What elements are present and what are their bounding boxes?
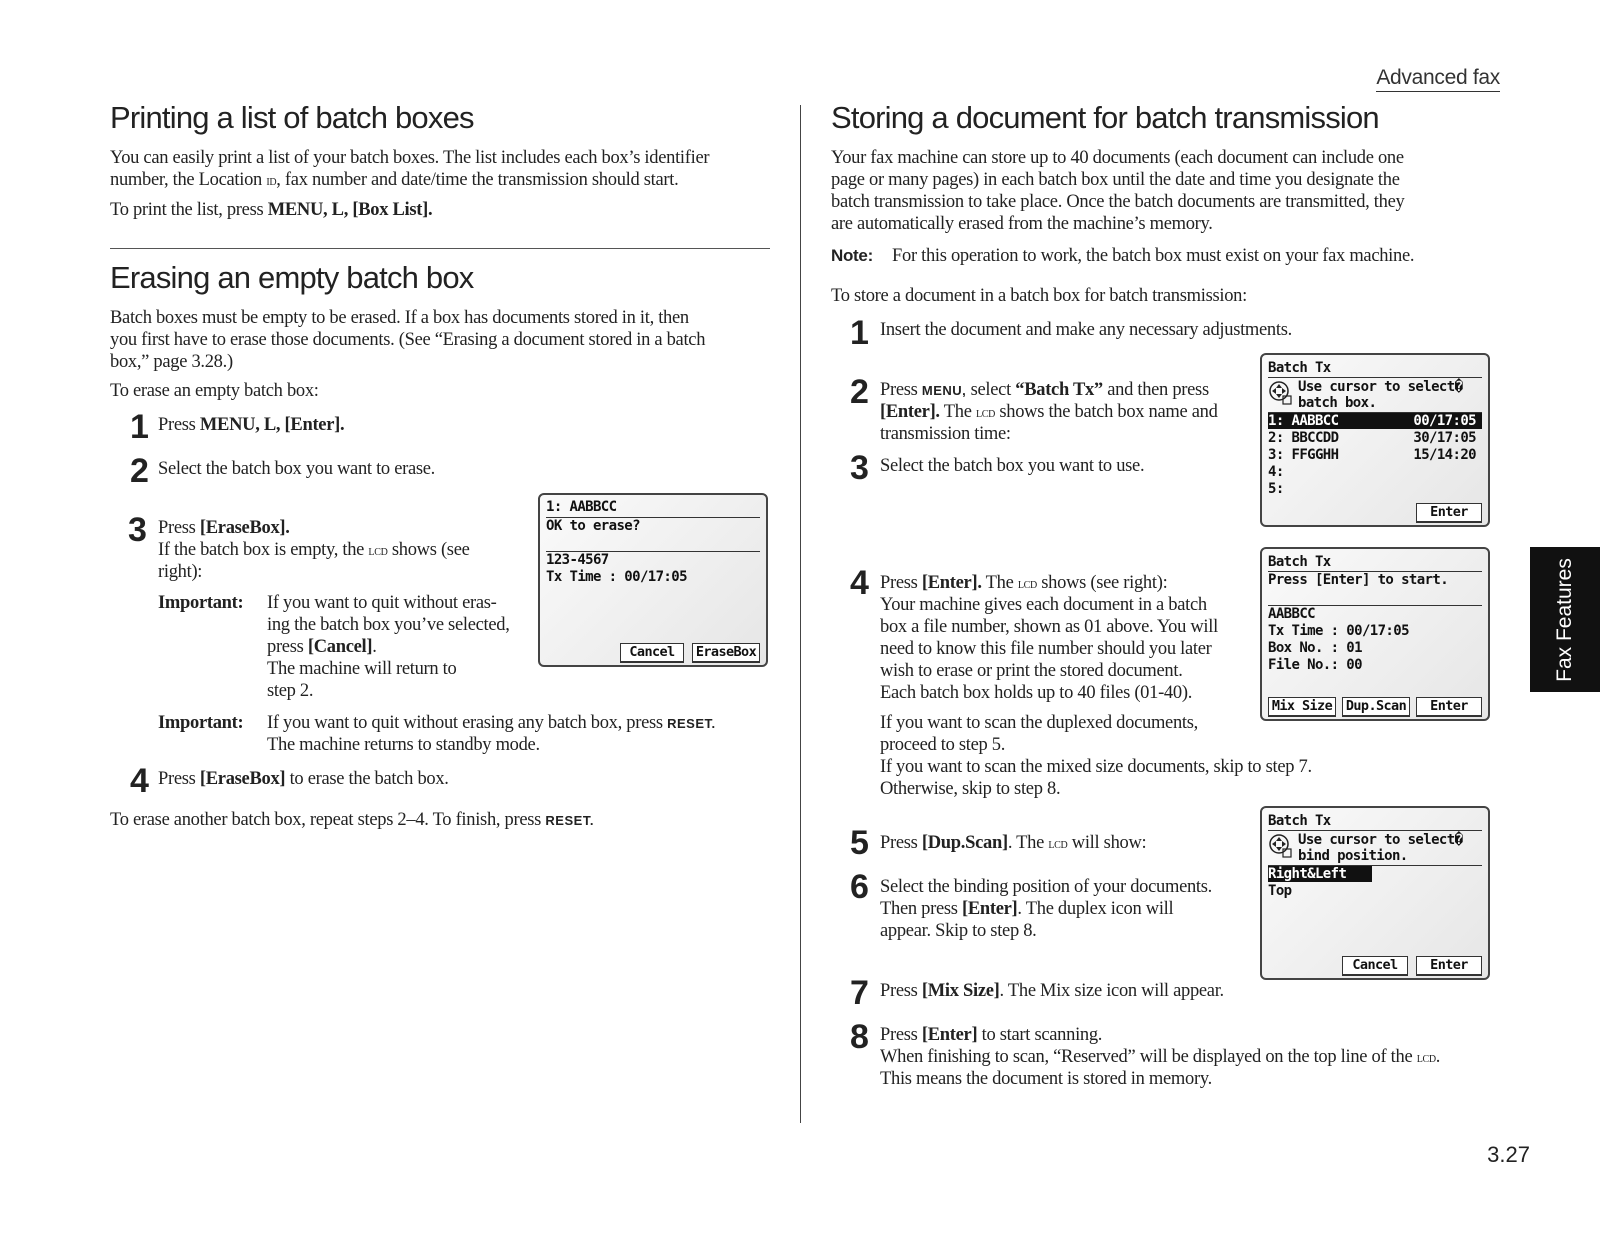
print-list-instruction: To print the list, press MENU, L, [Box List].: [110, 200, 433, 220]
lcd-row-selected[interactable]: 1: AABBCC 00/17:05: [1268, 413, 1482, 429]
store-step-2: Press MENU, select “Batch Tx” and then press: [880, 380, 1209, 400]
lcd-enter-button[interactable]: Enter: [1416, 697, 1482, 717]
lcd-line: Tx Time : 00/17:05: [546, 569, 687, 585]
store-step-2-line2: [Enter]. The lcd shows the batch box name and: [880, 402, 1218, 422]
lcd-erase-screen: [538, 493, 768, 667]
store-step-3: Select the batch box you want to use.: [880, 456, 1145, 476]
lcd-row[interactable]: 2: BBCCDD 30/17:05: [1268, 430, 1476, 446]
erase-step-3-line2: If the batch box is empty, the lcd shows (see: [158, 540, 470, 560]
erase-body-1: Batch boxes must be empty to be erased. If a box has documents stored in it, then: [110, 308, 689, 328]
store-step-4-line6: Each batch box holds up to 40 files (01-40).: [880, 683, 1193, 703]
step-number: 6: [850, 868, 869, 906]
lcd-line: AABBCC: [1268, 606, 1315, 622]
store-step-6-line3: appear. Skip to step 8.: [880, 921, 1037, 941]
heading-erase-box: Erasing an empty batch box: [110, 260, 474, 295]
lcd-line: File No.: 00: [1268, 657, 1362, 673]
lcd-hint: batch box.: [1298, 395, 1377, 411]
erase-step-4: Press [EraseBox] to erase the batch box.: [158, 769, 449, 789]
store-step-6-line2: Then press [Enter]. The duplex icon will: [880, 899, 1174, 919]
step-number: 5: [850, 824, 869, 862]
cursor-keys-icon: [1268, 833, 1294, 859]
lcd-line: 123-4567: [546, 552, 609, 568]
storing-body-3: batch transmission to take place. Once the batch documents are transmitted, they: [831, 192, 1405, 212]
step-number: 3: [850, 449, 869, 487]
column-divider: [800, 105, 801, 1123]
erase-intro: To erase an empty batch box:: [110, 381, 319, 401]
step-number: 4: [130, 762, 149, 800]
lcd-start-screen: [1260, 547, 1490, 721]
erase-step-1: Press MENU, L, [Enter].: [158, 415, 345, 435]
lcd-hint: bind position.: [1298, 848, 1408, 864]
lcd-line: OK to erase?: [546, 518, 640, 534]
lcd-title: Batch Tx: [1268, 813, 1331, 829]
print-list-body-2: number, the Location id, fax number and date/time the transmission should start.: [110, 170, 679, 190]
lcd-mix-size-button[interactable]: Mix Size: [1268, 697, 1336, 717]
lcd-bind-screen: [1260, 806, 1490, 980]
note-text: For this operation to work, the batch box must exist on your fax machine.: [892, 246, 1415, 266]
lcd-row[interactable]: 4:: [1268, 464, 1284, 480]
erase-body-2: you first have to erase those documents. (See “Erasing a document stored in a batch: [110, 330, 706, 350]
store-step-5: Press [Dup.Scan]. The lcd will show:: [880, 833, 1147, 853]
step-number: 3: [128, 511, 147, 549]
important-1-line1: If you want to quit without eras-: [267, 593, 497, 613]
lcd-hint: Use cursor to select�: [1298, 379, 1463, 395]
lcd-cancel-button[interactable]: Cancel: [620, 643, 684, 663]
storing-body-1: Your fax machine can store up to 40 documents (each document can include one: [831, 148, 1404, 168]
store-step-4-line3: box a file number, shown as 01 above. You will: [880, 617, 1218, 637]
erase-step-2: Select the batch box you want to erase.: [158, 459, 436, 479]
important-1-line5: step 2.: [267, 681, 314, 701]
print-list-body-1: You can easily print a list of your batch boxes. The list includes each box’s identifier: [110, 148, 710, 168]
step-number: 8: [850, 1018, 869, 1056]
step-number: 7: [850, 974, 869, 1012]
store-step-4-line5: wish to erase or print the stored document.: [880, 661, 1183, 681]
important-1-line4: The machine will return to: [267, 659, 457, 679]
store-step-2-line3: transmission time:: [880, 424, 1011, 444]
important-1-line3: press [Cancel].: [267, 637, 377, 657]
heading-print-list: Printing a list of batch boxes: [110, 100, 474, 135]
lcd-title: Batch Tx: [1268, 554, 1331, 570]
lcd-select-box-screen: [1260, 353, 1490, 527]
store-step-6: Select the binding position of your documents.: [880, 877, 1213, 897]
heading-storing: Storing a document for batch transmission: [831, 100, 1379, 135]
store-step-4-line8: proceed to step 5.: [880, 735, 1006, 755]
important-1-line2: ing the batch box you’ve selected,: [267, 615, 510, 635]
lcd-enter-button[interactable]: Enter: [1416, 503, 1482, 523]
lcd-option[interactable]: Top: [1268, 883, 1292, 899]
storing-body-4: are automatically erased from the machine’s memory.: [831, 214, 1213, 234]
store-step-8-line2: When finishing to scan, “Reserved” will be displayed on the top line of the lcd.: [880, 1047, 1441, 1067]
lcd-cancel-button[interactable]: Cancel: [1342, 956, 1408, 976]
erase-closing: To erase another batch box, repeat steps 2–4. To finish, press RESET.: [110, 810, 594, 830]
section-rule: [110, 248, 770, 249]
store-step-4-line9: If you want to scan the mixed size documents, skip to step 7.: [880, 757, 1312, 777]
storing-body-2: page or many pages) in each batch box until the date and time you designate the: [831, 170, 1400, 190]
lcd-line: Tx Time : 00/17:05: [1268, 623, 1409, 639]
cursor-keys-icon: [1268, 380, 1294, 406]
section-header: Advanced fax: [1376, 66, 1500, 92]
lcd-rule: [1268, 830, 1482, 831]
store-step-1: Insert the document and make any necessary adjustments.: [880, 320, 1292, 340]
important-2-line1: If you want to quit without erasing any batch box, press RESET.: [267, 713, 716, 733]
lcd-rule: [1268, 377, 1482, 378]
store-step-4-line10: Otherwise, skip to step 8.: [880, 779, 1061, 799]
store-step-7: Press [Mix Size]. The Mix size icon will appear.: [880, 981, 1224, 1001]
important-label: Important:: [158, 713, 244, 733]
lcd-option-selected[interactable]: Right&Left: [1268, 866, 1372, 882]
store-step-8-line3: This means the document is stored in memory.: [880, 1069, 1212, 1089]
erase-step-3-line3: right):: [158, 562, 203, 582]
store-step-4-line7: If you want to scan the duplexed documents,: [880, 713, 1198, 733]
store-step-4-line4: need to know this file number should you later: [880, 639, 1212, 659]
store-step-4-line2: Your machine gives each document in a batch: [880, 595, 1207, 615]
store-step-4: Press [Enter]. The lcd shows (see right):: [880, 573, 1168, 593]
step-number: 2: [850, 373, 869, 411]
lcd-erasebox-button[interactable]: EraseBox: [692, 643, 760, 663]
lcd-line: Press [Enter] to start.: [1268, 572, 1449, 588]
lcd-row[interactable]: 5:: [1268, 481, 1284, 497]
page-number: 3.27: [1487, 1142, 1530, 1167]
erase-step-3: Press [EraseBox].: [158, 518, 290, 538]
important-2-line2: The machine returns to standby mode.: [267, 735, 540, 755]
store-step-8: Press [Enter] to start scanning.: [880, 1025, 1103, 1045]
chapter-tab-label: Fax Features: [1553, 557, 1576, 682]
erase-body-3: box,” page 3.28.): [110, 352, 233, 372]
lcd-title: Batch Tx: [1268, 360, 1331, 376]
storing-intro: To store a document in a batch box for batch transmission:: [831, 286, 1247, 306]
lcd-dup-scan-button[interactable]: Dup.Scan: [1342, 697, 1410, 717]
step-number: 1: [130, 408, 149, 446]
step-number: 1: [850, 314, 869, 352]
important-label: Important:: [158, 593, 244, 613]
lcd-line: Box No. : 01: [1268, 640, 1362, 656]
lcd-hint: Use cursor to select�: [1298, 832, 1463, 848]
step-number: 4: [850, 564, 869, 602]
chapter-tab: [1530, 547, 1600, 692]
note-label: Note:: [831, 246, 873, 265]
step-number: 2: [130, 452, 149, 490]
lcd-row[interactable]: 3: FFGGHH 15/14:20: [1268, 447, 1476, 463]
lcd-line: 1: AABBCC: [546, 499, 617, 515]
lcd-enter-button[interactable]: Enter: [1416, 956, 1482, 976]
